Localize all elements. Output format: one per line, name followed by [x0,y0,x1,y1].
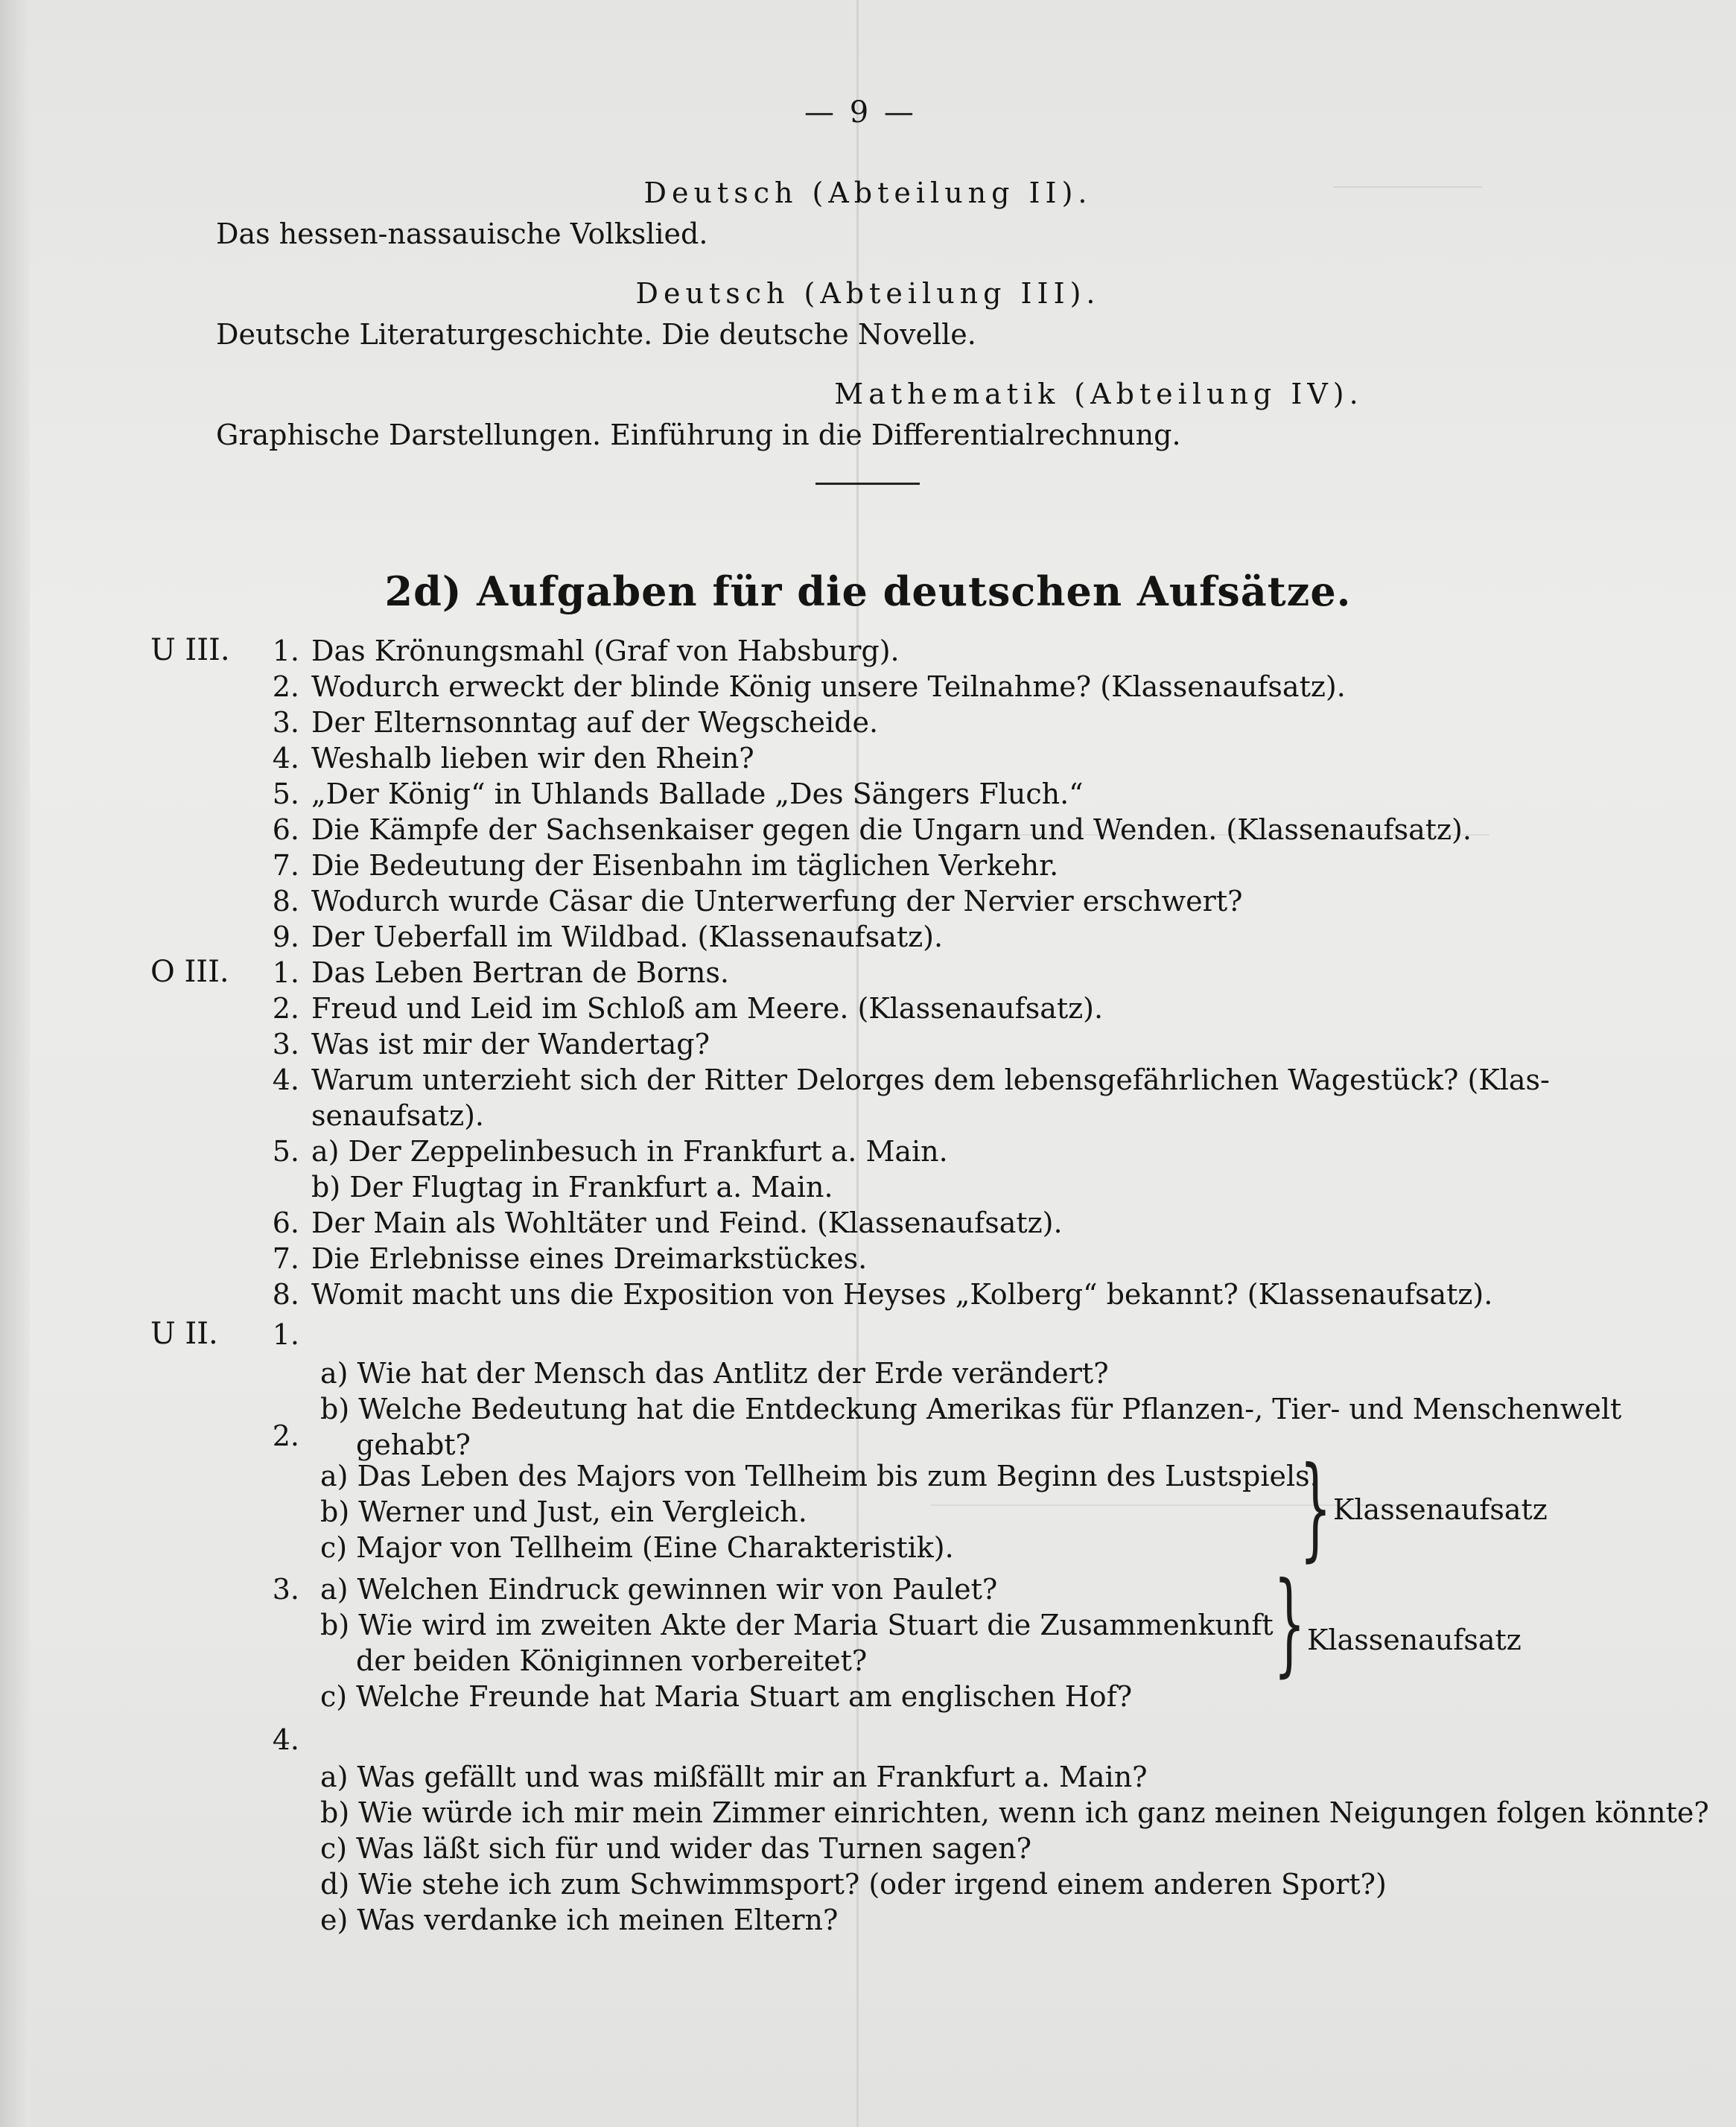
list-item: e) Was verdanke ich meinen Eltern? [320,1904,839,1936]
list-item: b) Wie würde ich mir mein Zimmer einrichten, wenn ich ganz meinen Neigungen folgen könnte? [320,1796,1709,1829]
list-item: 2. Wodurch erweckt der blinde König unsere Teilnahme? (Klassenaufsatz). [272,670,1346,703]
list-item: 1. Das Leben Bertran de Borns. [272,956,729,989]
subject-heading: Deutsch (Abteilung III). [635,277,1101,310]
subject-content: Das hessen-nassauische Volkslied. [216,217,708,250]
list-item: c) Welche Freunde hat Maria Stuart am englischen Hof? [320,1680,1133,1713]
list-item: 7. Die Erlebnisse eines Dreimarkstückes. [272,1242,868,1275]
group-number: 3. [272,1573,299,1606]
subject-heading: Mathematik (Abteilung IV). [834,378,1364,410]
list-item: 4. Weshalb lieben wir den Rhein? [272,742,754,775]
list-item: a) Wie hat der Mensch das Antlitz der Erde verändert? [320,1357,1109,1390]
list-item: 1. Das Krönungsmahl (Graf von Habsburg). [272,635,900,667]
list-item-continuation: der beiden Königinnen vorbereitet? [356,1644,868,1677]
list-item: c) Was läßt sich für und wider das Turnen sagen? [320,1832,1031,1865]
list-item: b) Der Flugtag in Frankfurt a. Main. [311,1171,833,1204]
page-number: — 9 — [804,95,917,130]
list-item: 6. Die Kämpfe der Sachsenkaiser gegen die Ungarn und Wenden. (Klassenaufsatz). [272,813,1472,846]
list-item: b) Welche Bedeutung hat die Entdeckung Amerikas für Pflanzen-, Tier- und Menschenwelt [320,1393,1622,1425]
class-label: O III. [150,955,229,989]
list-item-continuation: senaufsatz). [311,1099,485,1132]
list-item: 3. Was ist mir der Wandertag? [272,1028,710,1061]
section-rule [815,483,920,485]
list-item: d) Wie stehe ich zum Schwimmsport? (oder irgend einem anderen Sport?) [320,1868,1387,1901]
list-item-continuation: gehabt? [356,1428,471,1461]
list-item: b) Werner und Just, ein Vergleich. [320,1495,807,1528]
list-item: 5. a) Der Zeppelinbesuch in Frankfurt a. Main. [272,1135,948,1168]
list-item: 6. Der Main als Wohltäter und Feind. (Klassenaufsatz). [272,1206,1063,1239]
list-item: a) Welchen Eindruck gewinnen wir von Paulet? [320,1573,998,1606]
subject-heading: Deutsch (Abteilung II). [643,177,1093,209]
brace-label: Klassenaufsatz [1333,1493,1548,1526]
group-number: 1. [272,1318,299,1351]
list-item: 7. Die Bedeutung der Eisenbahn im täglichen Verkehr. [272,849,1059,882]
brace-mark: } [1300,1443,1332,1573]
subject-content: Deutsche Literaturgeschichte. Die deutsche Novelle. [216,318,976,351]
list-item: 3. Der Elternsonntag auf der Wegscheide. [272,706,879,739]
group-number: 4. [272,1723,299,1756]
list-item: 5. „Der König“ in Uhlands Ballade „Des Sängers Fluch.“ [272,778,1084,810]
section-heading: 2d) Aufgaben für die deutschen Aufsätze. [384,567,1352,615]
list-item: a) Das Leben des Majors von Tellheim bis zum Beginn des Lustspiels. [320,1460,1319,1492]
list-item: 2. Freud und Leid im Schloß am Meere. (Klassenaufsatz). [272,992,1104,1025]
list-item: c) Major von Tellheim (Eine Charakteristik). [320,1531,954,1564]
list-item: 4. Warum unterzieht sich der Ritter Delorges dem lebensgefährlichen Wagestück? (Klas- [272,1064,1550,1096]
class-label: U II. [150,1317,218,1351]
page-edge-shadow [0,0,30,2127]
list-item: 8. Womit macht uns die Exposition von Heyses „Kolberg“ bekannt? (Klassenaufsatz). [272,1278,1493,1311]
brace-label: Klassenaufsatz [1307,1624,1522,1656]
brace-mark: } [1274,1559,1306,1688]
list-item: a) Was gefällt und was mißfällt mir an Frankfurt a. Main? [320,1761,1148,1793]
subject-content: Graphische Darstellungen. Einführung in die Differentialrechnung. [216,419,1181,451]
list-item: b) Wie wird im zweiten Akte der Maria Stuart die Zusammenkunft [320,1609,1274,1641]
group-number: 2. [272,1419,299,1452]
list-item: 8. Wodurch wurde Cäsar die Unterwerfung der Nervier erschwert? [272,885,1243,918]
list-item: 9. Der Ueberfall im Wildbad. (Klassenaufsatz). [272,921,944,953]
class-label: U III. [150,633,230,667]
